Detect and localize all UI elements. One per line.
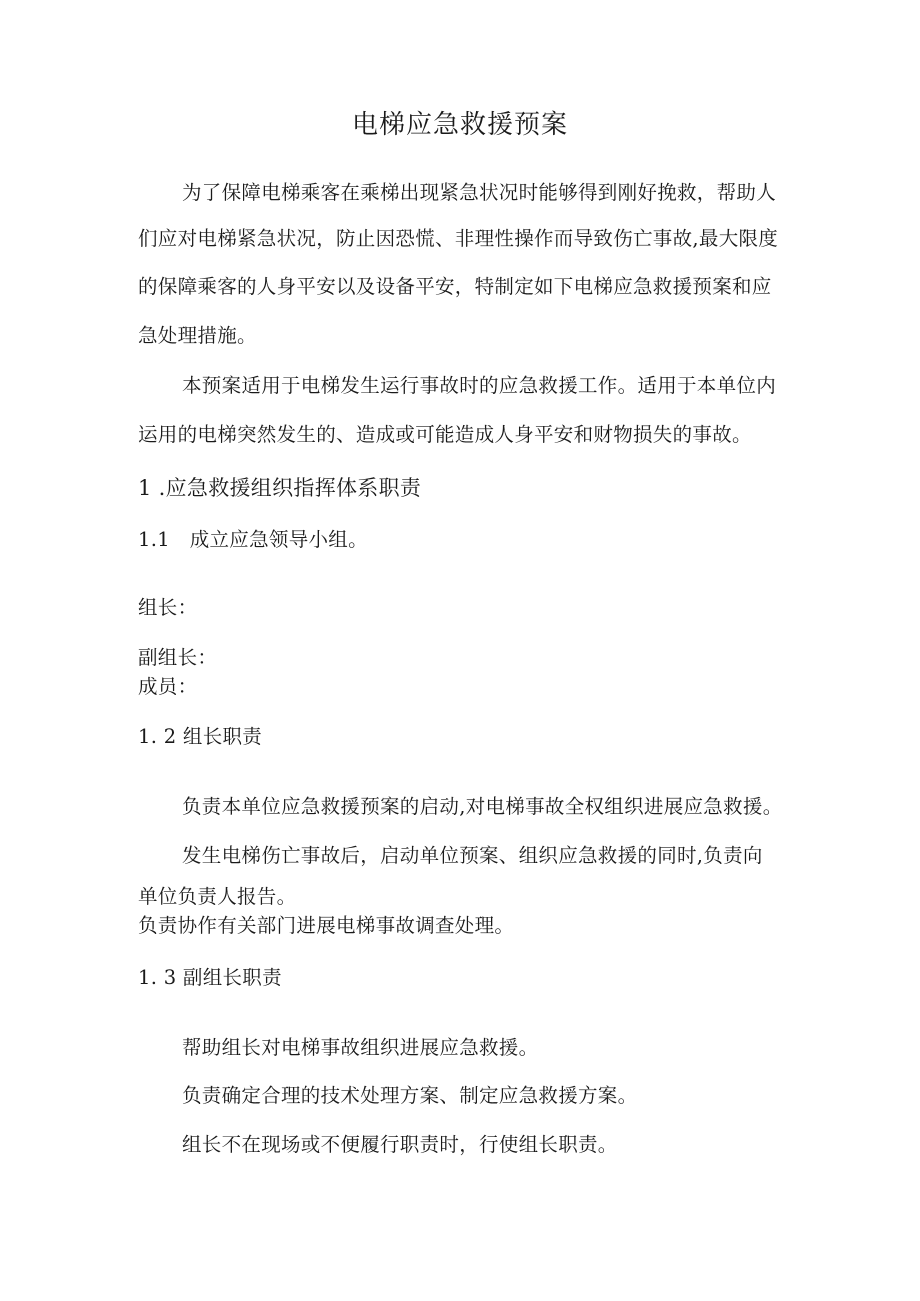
intro-paragraph-1-line-3: 的保障乘客的人身平安以及设备平安，特制定如下电梯应急救援预案和应: [138, 275, 772, 298]
section-1-3-line-1: 帮助组长对电梯事故组织进展应急救援。: [182, 1036, 539, 1059]
intro-paragraph-2-line-2: 运用的电梯突然发生的、造成或可能造成人身平安和财物损失的事故。: [138, 423, 752, 446]
section-1-heading: 1 .应急救援组织指挥体系职责: [138, 476, 422, 500]
section-1-2-line-4: 负责协作有关部门进展电梯事故调查处理。: [138, 914, 515, 937]
section-1-1-heading: 1.1 成立应急领导小组。: [138, 528, 368, 551]
section-1-2-line-3: 单位负责人报告。: [138, 885, 297, 908]
section-1-2-line-1: 负责本单位应急救援预案的启动,对电梯事故全权组织进展应急救援。: [182, 795, 783, 818]
section-1-2-heading: 1. 2 组长职责: [138, 725, 263, 748]
document-title: 电梯应急救援预案: [351, 110, 568, 140]
intro-paragraph-2-line-1: 本预案适用于电梯发生运行事故时的应急救援工作。适用于本单位内: [182, 374, 777, 397]
intro-paragraph-1-line-2: 们应对电梯紧急状况，防止因恐慌、非理性操作而导致伤亡事故,最大限度: [138, 227, 779, 250]
section-1-2-line-2: 发生电梯伤亡事故后，启动单位预案、组织应急救援的同时,负责向: [182, 844, 763, 867]
intro-paragraph-1-line-1: 为了保障电梯乘客在乘梯出现紧急状况时能够得到刚好挽救，帮助人: [182, 181, 777, 204]
section-1-3-heading: 1. 3 副组长职责: [138, 966, 282, 989]
intro-paragraph-1-line-4: 急处理措施。: [138, 324, 257, 347]
section-1-3-line-3: 组长不在现场或不便履行职责时，行使组长职责。: [182, 1133, 618, 1156]
leader-label: 组长：: [138, 596, 198, 619]
deputy-leader-label: 副组长：: [138, 646, 218, 669]
members-label: 成员：: [138, 675, 198, 698]
section-1-3-line-2: 负责确定合理的技术处理方案、制定应急救援方案。: [182, 1084, 638, 1107]
